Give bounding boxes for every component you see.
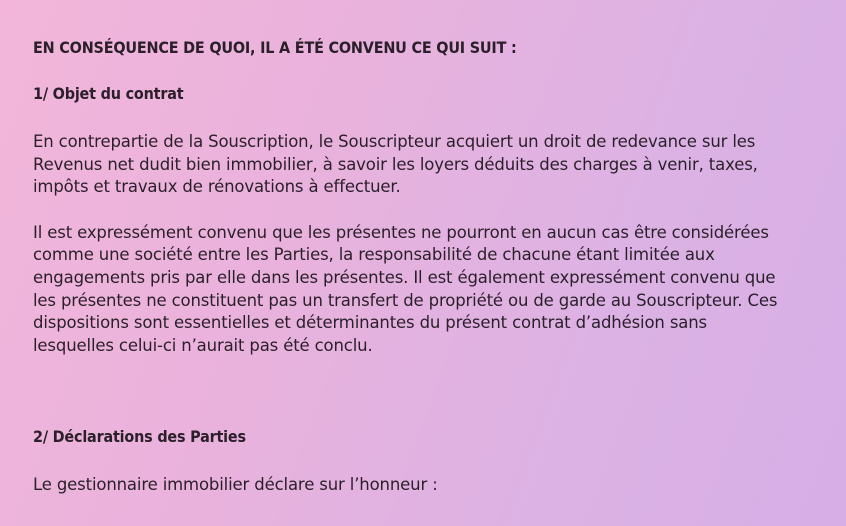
section-1-paragraph-1 <box>33 131 833 199</box>
section-2-paragraph-1: Le gestionnaire immobilier déclare sur l’honneur : <box>33 475 438 495</box>
text-line: Il est expressément convenu que les présentes ne pourront en aucun cas être considérées <box>33 222 769 242</box>
text-line: les présentes ne constituent pas un transfert de propriété ou de garde au Souscripteur. Ces <box>33 290 778 310</box>
text-line: En contrepartie de la Souscription, le Souscripteur acquiert un droit de redevance sur les <box>33 132 756 151</box>
text-line: impôts et travaux de rénovations à effectuer. <box>33 177 401 197</box>
section-1-title: 1/ Objet du contrat <box>33 84 184 103</box>
document-body <box>33 36 833 497</box>
section-1-paragraph-2 <box>33 222 833 358</box>
main-heading: EN CONSÉQUENCE DE QUOI, IL A ÉTÉ CONVENU CE QUI SUIT : <box>33 38 517 57</box>
text-line: comme une société entre les Parties, la responsabilité de chacune étant limitée aux <box>33 245 715 265</box>
text-line: lesquelles celui-ci n’aurait pas été conclu. <box>33 335 373 355</box>
section-2-title: 2/ Déclarations des Parties <box>33 427 246 447</box>
text-line: Revenus net dudit bien immobilier, à savoir les loyers déduits des charges à venir, taxes, <box>33 154 758 174</box>
text-line: engagements pris par elle dans les présentes. Il est également expressément convenu que <box>33 267 776 287</box>
text-line: dispositions sont essentielles et déterminantes du présent contrat d’adhésion sans <box>33 313 707 333</box>
